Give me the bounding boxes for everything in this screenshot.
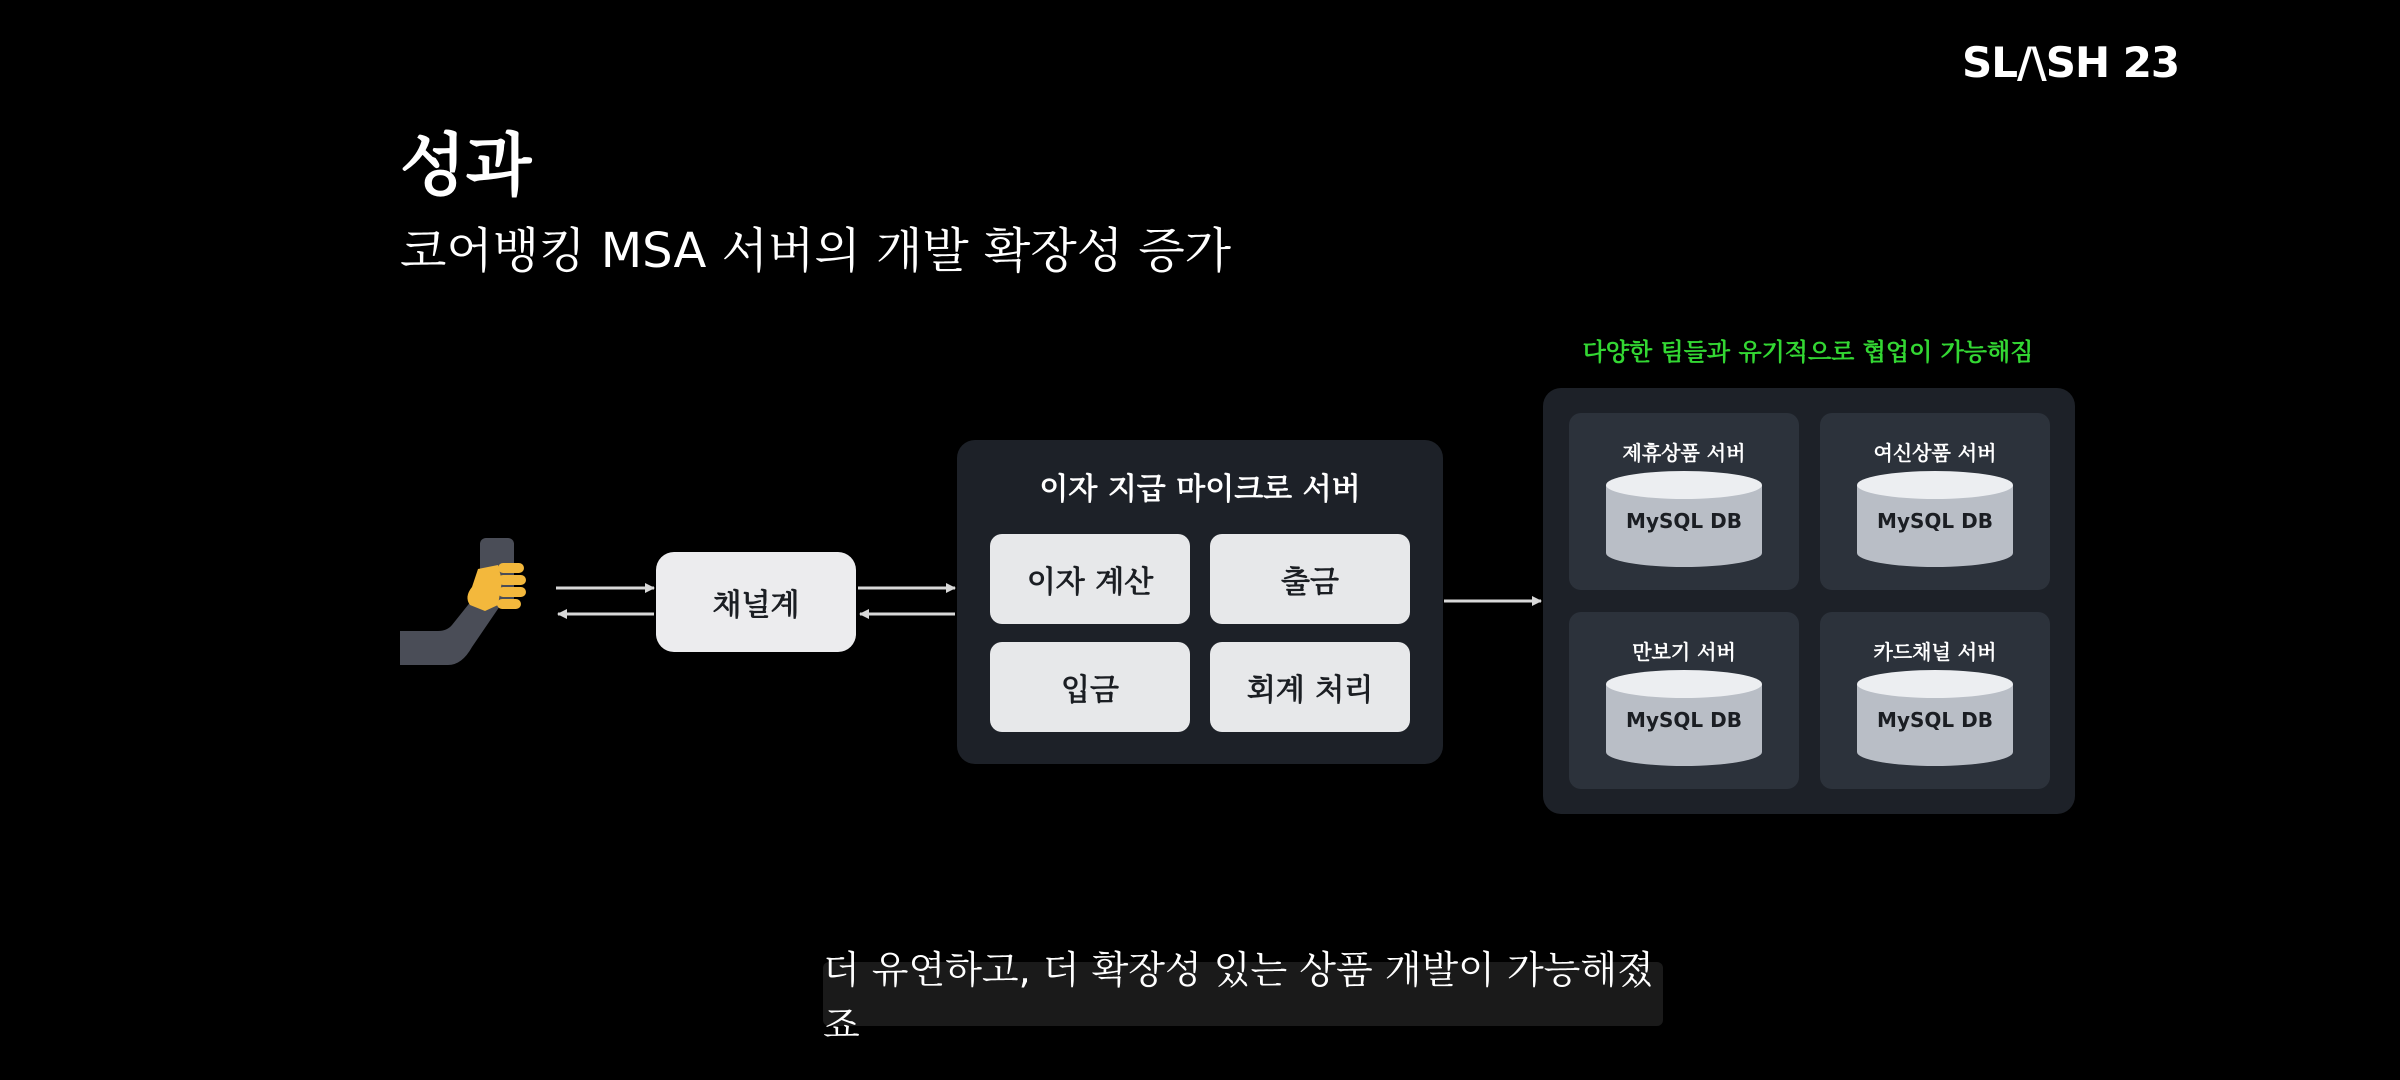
module-deposit: 입금 — [990, 642, 1190, 732]
server-name: 만보기 서버 — [1632, 640, 1736, 664]
db-label: MySQL DB — [1877, 708, 1993, 732]
page-title: 성과 — [400, 127, 532, 206]
server-card — [1820, 413, 2050, 590]
server-card — [1820, 612, 2050, 789]
server-name: 제휴상품 서버 — [1622, 441, 1746, 465]
db-label: MySQL DB — [1626, 708, 1742, 732]
module-accounting: 회계 처리 — [1210, 642, 1410, 732]
subtitle-caption: 더 유연하고, 더 확장성 있는 상품 개발이 가능해졌죠 — [823, 962, 1663, 1026]
hand-phone-icon — [400, 535, 540, 670]
micro-server-panel — [957, 440, 1443, 764]
db-label: MySQL DB — [1877, 509, 1993, 533]
module-withdraw: 출금 — [1210, 534, 1410, 624]
product-servers-panel — [1543, 388, 2075, 814]
server-name: 카드채널 서버 — [1873, 640, 1997, 664]
server-name: 여신상품 서버 — [1873, 441, 1997, 465]
server-card — [1569, 413, 1799, 590]
collab-note: 다양한 팀들과 유기적으로 협업이 가능해짐 — [1582, 338, 2034, 366]
slash23-logo: SL/\SH 23 — [1962, 38, 2180, 87]
page-subtitle: 코어뱅킹 MSA 서버의 개발 확장성 증가 — [400, 223, 1232, 279]
micro-server-title: 이자 지급 마이크로 서버 — [1039, 472, 1361, 507]
server-card — [1569, 612, 1799, 789]
channel-box: 채널계 — [656, 552, 856, 652]
db-label: MySQL DB — [1626, 509, 1742, 533]
module-interest-calc: 이자 계산 — [990, 534, 1190, 624]
